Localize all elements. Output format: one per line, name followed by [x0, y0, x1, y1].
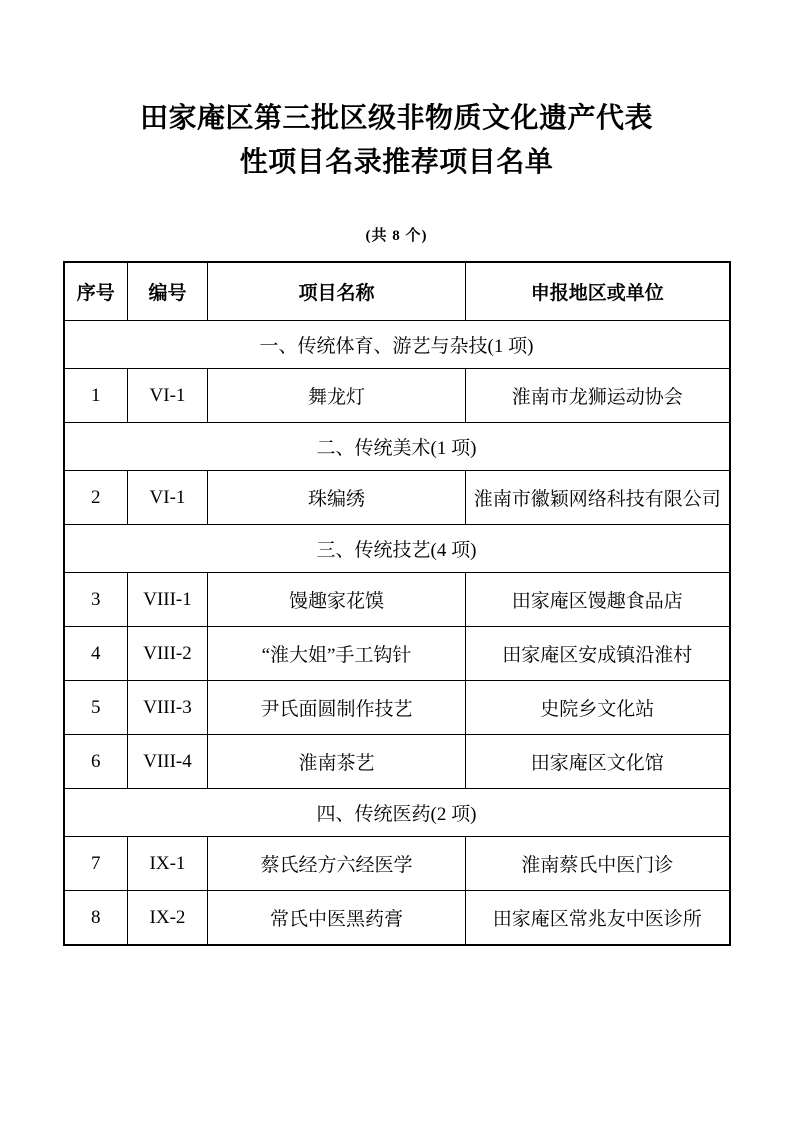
seq-cell: 7	[64, 837, 128, 891]
code-cell: VIII-3	[128, 681, 208, 735]
table-row	[64, 837, 730, 891]
category-section-row	[64, 789, 730, 837]
category-section-row	[64, 423, 730, 471]
column-header-name: 项目名称	[208, 262, 466, 321]
seq-cell: 6	[64, 735, 128, 789]
unit-cell: 田家庵区常兆友中医诊所	[466, 891, 730, 946]
page-title	[0, 0, 793, 184]
code-cell: IX-2	[128, 891, 208, 946]
table-row	[64, 627, 730, 681]
column-header-seq: 序号	[64, 262, 128, 321]
unit-cell: 淮南市徽颖网络科技有限公司	[466, 471, 730, 525]
code-cell: VIII-4	[128, 735, 208, 789]
table-row	[64, 369, 730, 423]
table-row	[64, 471, 730, 525]
unit-cell: 田家庵区文化馆	[466, 735, 730, 789]
seq-cell: 5	[64, 681, 128, 735]
unit-cell: 田家庵区馒趣食品店	[466, 573, 730, 627]
column-header-unit: 申报地区或单位	[466, 262, 730, 321]
category-section-label: 二、传统美术(1 项)	[64, 423, 730, 471]
column-header-code: 编号	[128, 262, 208, 321]
code-cell: VIII-2	[128, 627, 208, 681]
code-cell: VIII-1	[128, 573, 208, 627]
projects-table	[63, 261, 731, 946]
name-cell: 珠编绣	[208, 471, 466, 525]
unit-cell: 田家庵区安成镇沿淮村	[466, 627, 730, 681]
unit-cell: 淮南市龙狮运动协会	[466, 369, 730, 423]
name-cell: 蔡氏经方六经医学	[208, 837, 466, 891]
name-cell: “淮大姐”手工钩针	[208, 627, 466, 681]
table-row	[64, 735, 730, 789]
page-title-line-1: 田家庵区第三批区级非物质文化遗产代表	[139, 102, 653, 133]
code-cell: VI-1	[128, 471, 208, 525]
category-section-label: 一、传统体育、游艺与杂技(1 项)	[64, 321, 730, 369]
name-cell: 舞龙灯	[208, 369, 466, 423]
category-section-label: 四、传统医药(2 项)	[64, 789, 730, 837]
category-section-row	[64, 525, 730, 573]
count-note: (共 8 个)	[365, 228, 428, 244]
table-row	[64, 573, 730, 627]
category-section-label: 三、传统技艺(4 项)	[64, 525, 730, 573]
unit-cell: 史院乡文化站	[466, 681, 730, 735]
table-row	[64, 681, 730, 735]
category-section-row	[64, 321, 730, 369]
unit-cell: 淮南蔡氏中医门诊	[466, 837, 730, 891]
table-row	[64, 891, 730, 946]
seq-cell: 1	[64, 369, 128, 423]
name-cell: 馒趣家花馍	[208, 573, 466, 627]
name-cell: 常氏中医黑药膏	[208, 891, 466, 946]
page-title-line-2: 性项目名录推荐项目名单	[239, 146, 554, 177]
seq-cell: 8	[64, 891, 128, 946]
name-cell: 尹氏面圆制作技艺	[208, 681, 466, 735]
name-cell: 淮南茶艺	[208, 735, 466, 789]
seq-cell: 4	[64, 627, 128, 681]
seq-cell: 3	[64, 573, 128, 627]
code-cell: VI-1	[128, 369, 208, 423]
seq-cell: 2	[64, 471, 128, 525]
code-cell: IX-1	[128, 837, 208, 891]
table-header-row	[64, 262, 730, 321]
